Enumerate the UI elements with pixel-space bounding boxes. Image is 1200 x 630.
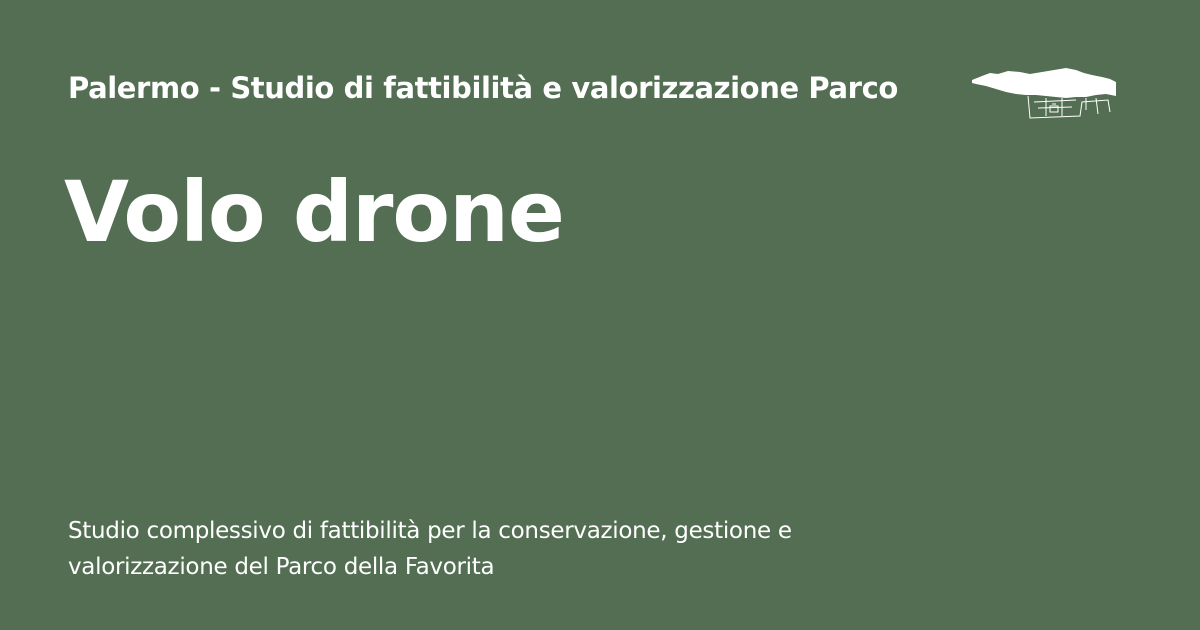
page-title: Volo drone xyxy=(64,163,564,261)
description-line: Studio complessivo di fattibilità per la conservazione, gestione e xyxy=(68,518,792,544)
description-line: valorizzazione del Parco della Favorita xyxy=(68,554,495,580)
project-kicker: Palermo - Studio di fattibilità e valorizzazione Parco xyxy=(68,71,898,105)
park-map-logo-icon xyxy=(968,64,1120,124)
project-description xyxy=(68,513,888,585)
